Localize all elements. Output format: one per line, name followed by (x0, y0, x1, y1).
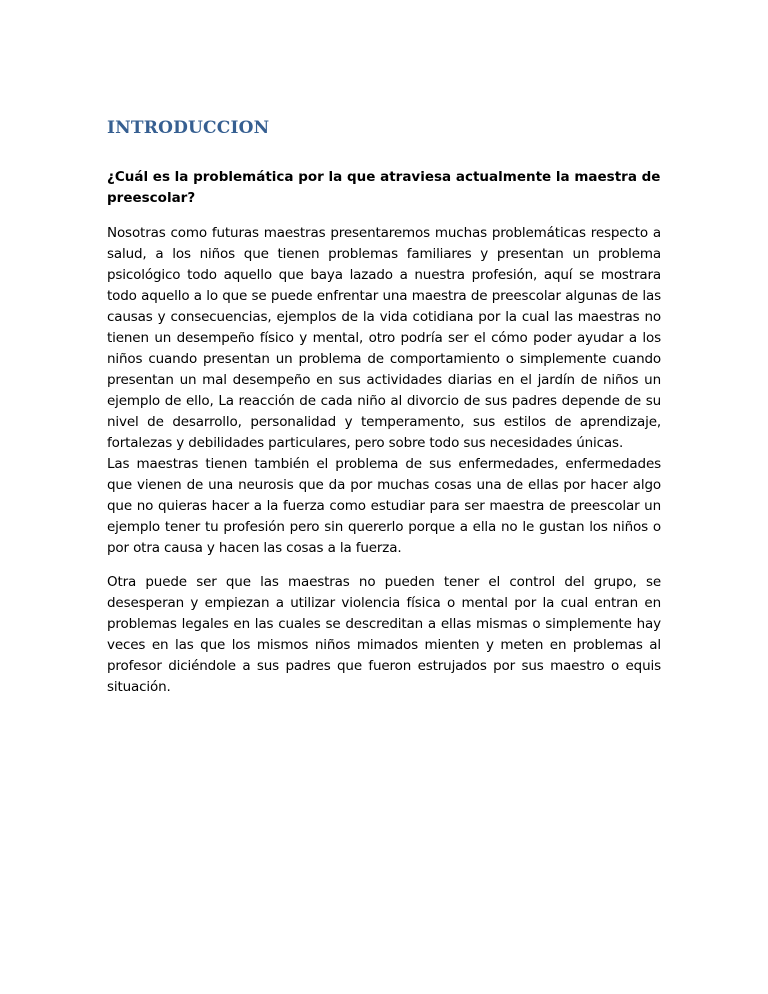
paragraph-1: Nosotras como futuras maestras presentaremos muchas problemáticas respecto a salud, a los niños que tienen problemas familiares y presentan un problema psicológico todo aquello que baya lazado a nuestra profesión, aquí se mostrara todo aquello a lo que se puede enfrentar una maestra de preescolar algunas de las causas y consecuencias, ejemplos de la vida cotidiana por la cual las maestras no tienen un desempeño físico y mental, otro podría ser el cómo poder ayudar a los niños cuando presentan un problema de comportamiento o simplemente cuando presentan un mal desempeño en sus actividades diarias en el jardín de niños un ejemplo de ello, La reacción de cada niño al divorcio de sus padres depende de su nivel de desarrollo, personalidad y temperamento, sus estilos de aprendizaje, fortalezas y debilidades particulares, pero sobre todo sus necesidades únicas. (107, 225, 661, 451)
document-question: ¿Cuál es la problemática por la que atraviesa actualmente la maestra de preescolar? (107, 169, 661, 206)
paragraph-2: Las maestras tienen también el problema de sus enfermedades, enfermedades que vienen de una neurosis que da por muchas cosas una de ellas por hacer algo que no quieras hacer a la fuerza como estudiar para ser maestra de preescolar un ejemplo tener tu profesión pero sin quererlo porque a ella no le gustan los niños o por otra causa y hacen las cosas a la fuerza. (107, 456, 661, 556)
paragraph-3: Otra puede ser que las maestras no pueden tener el control del grupo, se desesperan y empiezan a utilizar violencia física o mental por la cual entran en problemas legales en las cuales se descreditan a ellas mismas o simplemente hay veces en las que los mismos niños mimados mienten y meten en problemas al profesor diciéndole a sus padres que fueron estrujados por sus maestro o equis situación. (107, 574, 661, 695)
document-heading: INTRODUCCION (107, 118, 270, 138)
document-page (107, 118, 661, 698)
